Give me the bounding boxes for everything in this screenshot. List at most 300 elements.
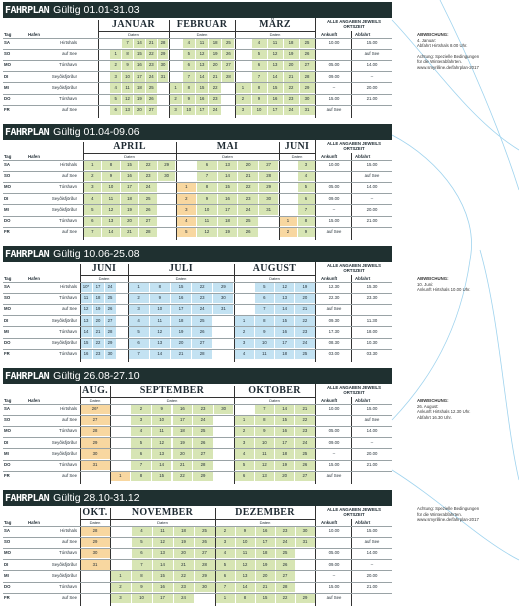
day-cell: 2 <box>84 171 102 181</box>
day-cell <box>81 593 110 603</box>
row-divider <box>3 204 392 205</box>
column-header-tag: Tag <box>4 32 12 37</box>
section-note <box>417 32 519 71</box>
column-header-tag: Tag <box>4 520 12 525</box>
day-cell <box>81 571 110 581</box>
row-divider <box>3 49 392 50</box>
day-cell: 4 <box>235 449 254 459</box>
times-divider <box>315 262 316 362</box>
day-cell: 9 <box>236 526 255 536</box>
day-cell: 21 <box>171 349 191 359</box>
day-cell <box>280 182 297 192</box>
day-cell: 7 <box>183 72 195 82</box>
day-cell: 5 <box>177 227 197 237</box>
day-cell: 12 <box>196 49 208 59</box>
day-cell: 13 <box>218 160 238 170</box>
port-cell: auf See <box>62 306 77 312</box>
day-cell: 13 <box>81 316 92 326</box>
day-cell: 29 <box>105 338 116 348</box>
arrival-time: 15.00 <box>328 96 340 101</box>
day-cell: 17 <box>121 182 139 192</box>
day-cell: 9 <box>255 327 274 337</box>
day-cell: 17 <box>275 438 294 448</box>
day-cell: 7 <box>122 38 133 48</box>
day-cell: 25 <box>300 38 315 48</box>
day-cell: 14 <box>153 560 173 570</box>
port-cell: auf See <box>62 107 77 113</box>
port-cell: Seyðisfjörður <box>51 84 77 90</box>
day-cell: 19 <box>218 227 238 237</box>
day-cell: 27 <box>300 60 315 70</box>
day-cell: 19 <box>256 560 275 570</box>
row-divider <box>3 448 392 449</box>
day-cell: 10 <box>102 182 120 192</box>
weekday-cell: DO <box>4 462 11 467</box>
day-cell: 13 <box>236 571 255 581</box>
note-line: Ankunft Hirtshals 12.30 Uhr. <box>417 409 471 415</box>
day-cell: 8 <box>255 415 274 425</box>
day-cell: 26* <box>81 404 110 414</box>
day-cell <box>111 526 131 536</box>
day-cell: 19 <box>134 94 145 104</box>
arrival-time: auf See <box>326 306 342 312</box>
day-cell: 9 <box>197 194 217 204</box>
day-cell <box>117 316 128 326</box>
day-cell <box>280 194 297 204</box>
day-cell: 13 <box>102 216 120 226</box>
day-cell: 12 <box>197 227 217 237</box>
day-cell: 26 <box>300 49 315 59</box>
month-header: OKT. <box>82 507 108 518</box>
daten-label: Daten <box>279 153 315 160</box>
day-cell: 5 <box>235 460 254 470</box>
day-cell: 17 <box>153 593 173 603</box>
departure-time: 15.00 <box>366 162 378 167</box>
departure-time: 20.00 <box>366 206 378 212</box>
column-header-alle-angaben: ALLE ANGABEN JEWEILS ORTSZEIT <box>326 385 382 395</box>
times-divider <box>315 384 316 484</box>
note-title: ABWEICHUNG: <box>417 398 449 403</box>
day-cell: 11 <box>268 38 283 48</box>
day-cell: 16 <box>275 327 294 337</box>
weekday-cell: MI <box>4 206 9 212</box>
day-cell: 26 <box>238 227 258 237</box>
day-cell: 15 <box>121 160 139 170</box>
day-cell: 17 <box>268 105 283 115</box>
day-cell: 29 <box>300 83 315 93</box>
day-cell: 19 <box>93 304 104 314</box>
arrival-time: 10.00 <box>328 162 340 167</box>
arrival-time: 05.00 <box>328 184 340 190</box>
day-cell: 31 <box>259 205 279 215</box>
day-cell: 9 <box>150 293 170 303</box>
day-cell: 8 <box>255 316 274 326</box>
day-cell: 13 <box>153 548 173 558</box>
row-divider <box>3 293 392 294</box>
row-divider <box>3 338 392 339</box>
day-cell: 6 <box>235 471 254 481</box>
day-cell: 5 <box>183 49 195 59</box>
day-cell: 8 <box>298 216 315 226</box>
day-cell: 8 <box>183 83 195 93</box>
row-divider <box>3 526 392 527</box>
port-cell: auf See <box>62 595 77 601</box>
departure-time: 15.00 <box>366 406 378 411</box>
day-cell: 23 <box>139 171 157 181</box>
day-cell: 28 <box>195 560 215 570</box>
departure-time: 20.00 <box>366 84 378 90</box>
daten-label: Daten <box>234 397 315 404</box>
timetable-grid <box>3 140 392 240</box>
day-cell <box>214 460 234 470</box>
day-cell: 11 <box>102 194 120 204</box>
row-divider <box>3 426 392 427</box>
day-cell <box>236 38 251 48</box>
section-note <box>417 398 519 420</box>
day-cell <box>111 415 131 425</box>
timetable-grid <box>3 506 392 606</box>
weekday-cell: MI <box>4 572 9 578</box>
day-cell: 11 <box>153 526 173 536</box>
departure-time: auf See <box>364 51 380 57</box>
day-cell: 30 <box>158 171 176 181</box>
day-cell: 6 <box>84 216 102 226</box>
day-cell <box>99 105 110 115</box>
port-cell: Tórshavn <box>59 62 77 68</box>
day-cell: 24 <box>276 537 295 547</box>
weekday-cell: DI <box>4 561 9 567</box>
month-header: FEBRUAR <box>176 19 228 30</box>
weekday-cell: DO <box>4 584 11 589</box>
day-cell: 3 <box>131 415 151 425</box>
day-cell <box>213 316 233 326</box>
column-header-ankunft: Ankunft <box>321 398 338 403</box>
day-cell <box>158 182 176 192</box>
day-cell: 30 <box>105 349 116 359</box>
day-cell <box>170 60 182 70</box>
day-cell: 28 <box>259 171 279 181</box>
day-cell <box>213 327 233 337</box>
day-cell <box>81 582 110 592</box>
day-cell: 26 <box>276 560 295 570</box>
day-cell: 18 <box>256 548 275 558</box>
day-cell <box>170 38 182 48</box>
weekday-cell: SO <box>4 173 11 179</box>
port-cell: Tórshavn <box>59 462 77 467</box>
row-divider <box>3 60 392 61</box>
day-cell: 1 <box>170 83 182 93</box>
port-cell: Hirtshals <box>60 406 77 411</box>
row-divider <box>3 593 392 594</box>
departure-time: 21.00 <box>366 584 378 589</box>
row-divider <box>3 182 392 183</box>
day-cell: 13 <box>152 449 172 459</box>
note-line: Achtung: Spezielle Bedingungen <box>417 506 480 511</box>
day-cell: 14 <box>102 227 120 237</box>
day-cell: 5 <box>298 182 315 192</box>
arrival-time: 09.30 <box>328 317 340 323</box>
day-cell: 3 <box>236 105 251 115</box>
port-cell: auf See <box>62 539 77 545</box>
daten-label: Daten <box>80 275 128 282</box>
day-cell: 14 <box>150 349 170 359</box>
row-divider <box>3 216 392 217</box>
section-title: Gültig 10.06-25.08 <box>53 248 140 260</box>
weekday-cell: MI <box>4 84 9 90</box>
day-cell: 26 <box>105 304 116 314</box>
arrival-time: – <box>332 84 336 90</box>
weekday-cell: DO <box>4 218 11 223</box>
arrival-time: 09.00 <box>328 73 340 79</box>
daten-label: Daten <box>176 153 279 160</box>
port-cell: auf See <box>62 417 77 423</box>
row-divider <box>3 94 392 95</box>
day-cell: 18 <box>275 349 294 359</box>
day-cell: 9 <box>183 94 195 104</box>
weekday-cell: MO <box>4 184 11 190</box>
row-divider <box>3 282 392 283</box>
day-cell: 6 <box>255 293 274 303</box>
weekday-cell: FR <box>4 351 10 357</box>
departure-time: – <box>370 439 374 445</box>
day-cell: 8 <box>150 282 170 292</box>
day-cell: 26 <box>193 438 213 448</box>
departure-time: 15.00 <box>366 528 378 533</box>
day-cell: 7 <box>255 404 274 414</box>
column-header-tag: Tag <box>4 154 12 159</box>
note-line: für die Winterabfahrten. <box>417 59 462 65</box>
port-cell: Tórshavn <box>59 184 77 190</box>
day-cell: 10 <box>122 72 133 82</box>
weekday-cell: MO <box>4 428 11 434</box>
note-line: Ankunft Hirtshals 10.00 Uhr. <box>417 287 471 293</box>
column-header-abfahrt: Abfahrt <box>355 398 371 403</box>
note-line: Abfahrt 16.30 Uhr. <box>417 414 452 420</box>
arrival-time: auf See <box>326 229 342 235</box>
day-cell: 28 <box>276 582 295 592</box>
day-cell <box>111 560 131 570</box>
day-cell <box>111 449 131 459</box>
month-header: AUG. <box>82 385 108 396</box>
day-cell: 27 <box>276 571 295 581</box>
day-cell: 15 <box>275 415 294 425</box>
day-cell: 20 <box>173 449 193 459</box>
day-cell: 5 <box>129 327 149 337</box>
day-cell: 29 <box>213 282 233 292</box>
day-cell: 6 <box>131 449 151 459</box>
day-cell: 2 <box>216 526 235 536</box>
month-header: APRIL <box>113 141 146 152</box>
note-title: ABWEICHUNG: <box>417 276 449 281</box>
month-header: OKTOBER <box>248 385 301 396</box>
day-cell <box>99 94 110 104</box>
note-line: Abfahrt Hirtshals 8.00 Uhr. <box>417 43 468 49</box>
day-cell: 26 <box>222 49 234 59</box>
day-cell: 29 <box>158 49 169 59</box>
daten-label: Daten <box>80 397 110 404</box>
day-cell: 28 <box>81 526 110 536</box>
day-cell: 3 <box>235 338 254 348</box>
day-cell: 11 <box>255 349 274 359</box>
day-cell <box>280 160 297 170</box>
day-cell <box>158 227 176 237</box>
month-header: JUNI <box>284 141 310 152</box>
day-cell: 14 <box>152 460 172 470</box>
day-cell: 25 <box>276 548 295 558</box>
day-cell: 7 <box>131 460 151 470</box>
day-cell: 23 <box>193 404 213 414</box>
arrival-time: 08.30 <box>328 340 340 345</box>
weekday-cell: MO <box>4 62 11 68</box>
day-cell <box>259 227 279 237</box>
day-cell: 26 <box>295 460 314 470</box>
day-cell: 5 <box>132 537 152 547</box>
day-cell: 15 <box>275 316 294 326</box>
day-cell: 24 <box>146 72 157 82</box>
day-cell: 12 <box>153 537 173 547</box>
weekday-cell: DI <box>4 73 9 79</box>
day-cell: 18 <box>275 449 294 459</box>
timetable-section <box>3 368 392 486</box>
day-cell: 28 <box>158 38 169 48</box>
day-cell: 19 <box>284 49 299 59</box>
day-cell: 15 <box>218 182 238 192</box>
day-cell: 10 <box>236 537 255 547</box>
note-line: 10. Juni: <box>417 281 434 287</box>
day-cell: 30 <box>214 404 234 414</box>
day-cell: 4 <box>183 38 195 48</box>
day-cell: 20 <box>93 316 104 326</box>
day-cell: 9 <box>298 227 315 237</box>
column-header-hafen: Hafen <box>28 154 40 159</box>
row-divider <box>3 71 392 72</box>
day-cell: 1 <box>216 593 235 603</box>
day-cell: 15 <box>81 338 92 348</box>
day-cell: 20 <box>134 105 145 115</box>
port-cell: Seyðisfjörður <box>51 195 77 201</box>
day-cell: 20 <box>256 571 275 581</box>
day-cell: 23 <box>295 426 314 436</box>
section-title: Gültig 26.08-27.10 <box>53 370 140 382</box>
note-title: ABWEICHUNG: <box>417 32 449 37</box>
day-cell: 8 <box>236 593 255 603</box>
day-cell: 22 <box>238 182 258 192</box>
column-header-hafen: Hafen <box>28 398 40 403</box>
port-cell: Seyðisfjörður <box>51 206 77 212</box>
day-cell: 19 <box>173 438 193 448</box>
day-cell: 29 <box>193 471 213 481</box>
day-cell: 27 <box>193 449 213 459</box>
weekday-cell: MI <box>4 450 9 456</box>
row-divider <box>3 38 392 39</box>
port-cell: Seyðisfjörður <box>51 340 77 345</box>
day-cell: 4 <box>132 526 152 536</box>
day-cell: 20 <box>209 60 221 70</box>
day-cell: 1 <box>84 160 102 170</box>
day-cell <box>117 349 128 359</box>
port-cell: auf See <box>62 229 77 235</box>
day-cell <box>213 338 233 348</box>
column-header-abfahrt: Abfahrt <box>355 276 371 281</box>
day-cell: 8 <box>197 182 217 192</box>
day-cell: 27 <box>295 471 314 481</box>
day-cell: 9 <box>252 94 267 104</box>
day-cell: 22 <box>209 83 221 93</box>
column-header-ankunft: Ankunft <box>321 520 338 525</box>
arrival-time: – <box>332 450 336 456</box>
column-header-abfahrt: Abfahrt <box>355 154 371 159</box>
day-cell: 12 <box>150 327 170 337</box>
day-cell: 28 <box>300 72 315 82</box>
weekday-cell: SA <box>4 162 10 167</box>
day-cell: 3 <box>216 537 235 547</box>
day-cell: 13 <box>122 105 133 115</box>
departure-time: 21.00 <box>366 462 378 467</box>
day-cell: 14 <box>275 304 294 314</box>
day-cell <box>99 83 110 93</box>
row-divider <box>3 582 392 583</box>
arrival-time: 12.30 <box>328 284 340 289</box>
port-cell: Hirtshals <box>60 528 77 533</box>
day-cell: 25 <box>192 316 212 326</box>
day-cell: 18 <box>218 216 238 226</box>
day-cell: 15 <box>268 83 283 93</box>
arrival-time: 22.30 <box>328 295 340 301</box>
day-cell <box>99 72 110 82</box>
row-divider <box>3 415 392 416</box>
times-divider <box>315 506 316 606</box>
day-cell: 16 <box>275 426 294 436</box>
day-cell: 22 <box>295 415 314 425</box>
day-cell: 16 <box>268 94 283 104</box>
day-cell: 3 <box>170 105 182 115</box>
day-cell: 16 <box>171 293 191 303</box>
day-cell: 19 <box>171 327 191 337</box>
departure-time: 21.00 <box>366 96 378 101</box>
day-cell: 15 <box>171 282 191 292</box>
day-cell <box>170 72 182 82</box>
daten-label: Daten <box>215 519 315 526</box>
day-cell: 10 <box>255 438 274 448</box>
column-header-alle-angaben: ALLE ANGABEN JEWEILS ORTSZEIT <box>326 141 382 151</box>
day-cell <box>111 426 131 436</box>
day-cell <box>111 404 131 414</box>
day-cell: 21 <box>174 560 194 570</box>
day-cell: 1 <box>236 83 251 93</box>
day-cell: 18 <box>284 38 299 48</box>
column-header-hafen: Hafen <box>28 276 40 281</box>
departure-time: 23.30 <box>366 295 378 301</box>
day-cell: 4 <box>129 316 149 326</box>
day-cell: 3 <box>129 304 149 314</box>
timetable-section <box>3 490 392 608</box>
port-cell: Hirtshals <box>60 162 77 167</box>
day-cell: 5 <box>255 282 274 292</box>
day-cell <box>158 94 169 104</box>
day-cell: 24 <box>105 282 116 292</box>
day-cell: 30 <box>81 548 110 558</box>
day-cell: 28 <box>193 460 213 470</box>
day-cell: 6 <box>110 105 121 115</box>
day-cell <box>111 460 131 470</box>
weekday-cell: FR <box>4 107 10 113</box>
day-cell: 21 <box>256 582 275 592</box>
departure-time: – <box>370 73 374 79</box>
day-cell: 13 <box>275 293 294 303</box>
month-header: MAI <box>216 141 239 152</box>
weekday-cell: DI <box>4 317 9 323</box>
day-cell: 27 <box>81 415 110 425</box>
